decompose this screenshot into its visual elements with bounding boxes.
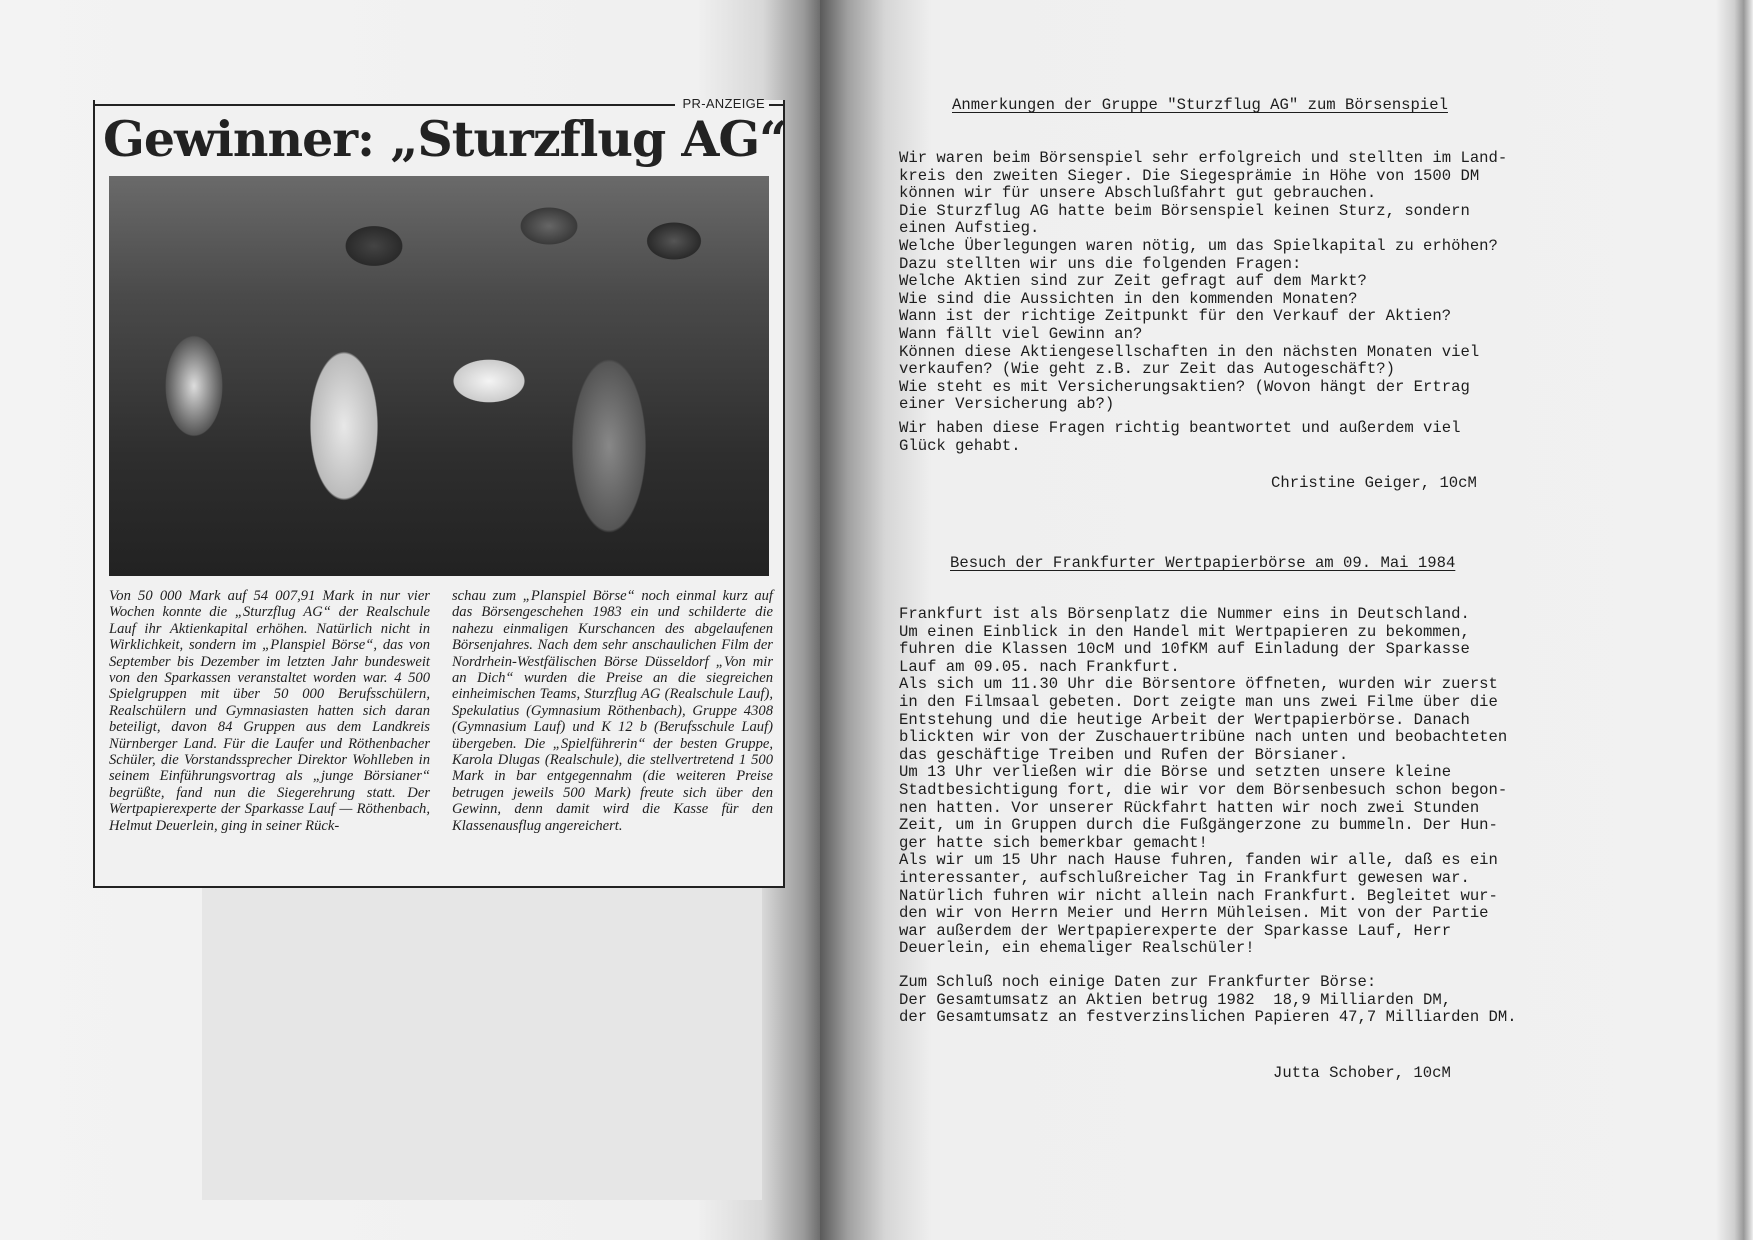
- pr-anzeige-label: PR-ANZEIGE: [682, 96, 765, 111]
- newspaper-clipping: [93, 96, 787, 888]
- article-2-title: Besuch der Frankfurter Wertpapierbörse am 09. Mai 1984: [950, 554, 1456, 572]
- article-2-body: Frankfurt ist als Börsenplatz die Nummer eins in Deutschland. Um einen Einblick in den Handel mit Wertpapieren zu bekommen, fuhren die Klassen 10cM und 10fKM auf Einladung der Sparkasse Lauf am 09.05. nach Frankfurt. Als sich um 11.30 Uhr die Börsentore öffneten, wurden wir zuerst in den Filmsaal gebeten. Dort zeigte man uns zwei Filme über die Entstehung und die heutige Arbeit der Wertpapierbörse. Danach blickten wir von der Zuschauertribüne nach unten und beobachteten das geschäftige Treiben und Rufen der Börsianer. Um 13 Uhr verließen wir die Börse und setzten unsere kleine Stadtbesichtigung fort, die wir vor dem Börsenbesuch schon begon- nen hatten. Vor unserer Rückfahrt hatten wir noch zwei Stunden Zeit, um in Gruppen durch die Fußgängerzone zu bummeln. Der Hun- ger hatte sich bemerkbar gemacht! Als wir um 15 Uhr nach Hause fuhren, fanden wir alle, daß es ein interessanter, aufschlußreicher Tag in Frankfurt gewesen war. Natürlich fuhren wir nicht allein nach Frankfurt. Begleitet wur- den wir von Herrn Meier und Herrn Mühleisen. Mit von der Partie war außerdem der Wertpapierexperte der Sparkasse Lauf, Herr Deuerlein, ein ehemaliger Realschüler!: [899, 605, 1508, 958]
- article-2-signature: Jutta Schober, 10cM: [1273, 1064, 1451, 1082]
- clipping-headline: Gewinner: „Sturzflug AG“: [103, 110, 787, 168]
- article-1-signature: Christine Geiger, 10cM: [1271, 474, 1477, 492]
- article-2-data: Zum Schluß noch einige Daten zur Frankfurter Börse: Der Gesamtumsatz an Aktien betrug 1982 18,9 Milliarden DM, der Gesamtumsatz an festverzinslichen Papieren 47,7 Milliarden DM.: [899, 973, 1517, 1027]
- article-1-body: Wir waren beim Börsenspiel sehr erfolgreich und stellten im Land- kreis den zweiten Sieger. Die Siegesprämie in Höhe von 1500 DM können wir für unsere Abschlußfahrt gut gebrauchen. Die Sturzflug AG hatte beim Börsenspiel keinen Sturz, sondern einen Aufstieg. Welche Überlegungen waren nötig, um das Spielkapital zu erhöhen? Dazu stellten wir uns die folgenden Fragen: Welche Aktien sind zur Zeit gefragt auf dem Markt? Wie sind die Aussichten in den kommenden Monaten? Wann ist der richtige Zeitpunkt für den Verkauf der Aktien? Wann fällt viel Gewinn an? Können diese Aktiengesellschaften in den nächsten Monaten viel verkaufen? (Wie geht z.B. zur Zeit das Autogeschäft?) Wie steht es mit Versicherungsaktien? (Wovon hängt der Ertrag einer Versicherung ab?): [899, 149, 1508, 414]
- group-photo: [109, 176, 769, 576]
- article-1-title: Anmerkungen der Gruppe "Sturzflug AG" zum Börsenspiel: [952, 96, 1448, 114]
- left-page: [0, 0, 820, 1240]
- clipping-columns: [109, 588, 773, 834]
- clipping-column-1: Von 50 000 Mark auf 54 007,91 Mark in nur vier Wochen konnte die „Sturzflug AG“ der Realschule Lauf ihr Aktienkapital erhöhen. Natürlich nicht in Wirklichkeit, sondern im „Planspiel Börse“, das von September bis Dezember im letzten Jahr bundesweit von den Sparkassen veranstaltet worden war. 4 500 Spielgruppen mit über 50 000 Berufsschülern, Realschülern und Gymnasiasten hatten sich daran beteiligt, davon 84 Gruppen aus dem Landkreis Nürnberger Land. Für die Laufer und Röthenbacher Schüler, die Vorstandssprecher Direktor Wohlleben in seinem Einführungsvortrag als „junge Börsianer“ begrüßte, fand nun die Siegerehrung statt. Der Wertpapierexperte der Sparkasse Lauf — Röthenbach, Helmut Deuerlein, ging in seiner Rück-: [109, 588, 430, 834]
- bleed-through-shadow: [202, 870, 762, 1200]
- clipping-column-2: schau zum „Planspiel Börse“ noch einmal kurz auf das Börsengeschehen 1983 ein und schilderte die nahezu einmaligen Kurschancen des abgelaufenen Börsenjahres. Nach dem sehr anschaulichen Film der Nordrhein-Westfälischen Börse Düsseldorf „Von mir an Dich“ wurden die Preise an die siegreichen einheimischen Teams, Sturzflug AG (Realschule Lauf), Spekulatius (Gymnasium Röthenbach), Gruppe 4308 (Gymnasium Lauf) und K 12 b (Berufsschule Lauf) übergeben. Die „Spielführerin“ der besten Gruppe, Karola Dlugas (Realschule), die stellvertretend 1 500 Mark in bar entgegennahm (die weiteren Preise betrugen jeweils 500 Mark) freute sich über den Gewinn, denn damit wird die Kasse für den Klassenausflug angereichert.: [452, 588, 773, 834]
- clipping-top-rule: [93, 96, 781, 111]
- article-1-closing: Wir haben diese Fragen richtig beantwortet und außerdem viel Glück gehabt.: [899, 419, 1461, 455]
